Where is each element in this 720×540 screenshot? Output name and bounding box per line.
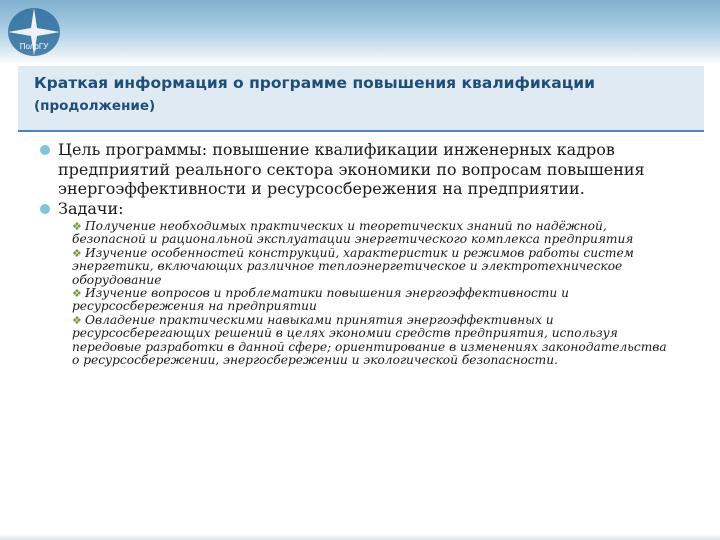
logo-text: ПолрГУ <box>19 42 49 51</box>
bottom-edge <box>0 534 720 540</box>
content-body <box>40 140 680 367</box>
tasks-list <box>40 220 676 367</box>
logo <box>4 4 64 60</box>
task-text: Изучение вопросов и проблематики повышения энергоэффективности и ресурсосбережения на предприятии <box>72 286 569 314</box>
star-logo-icon <box>4 4 64 60</box>
divider <box>18 130 704 132</box>
goal-text: Цель программы: повышение квалификации инженерных кадров предприятий реального сектора экономики по вопросам повышения энергоэффективности и ресурсосбережения на предприятии. <box>58 140 645 198</box>
page-subtitle: (продолжение) <box>34 98 156 114</box>
tasks-bullet <box>40 199 680 219</box>
bullet-dot-icon <box>40 145 50 155</box>
diamond-bullet-icon: ❖ <box>72 287 82 301</box>
bullet-dot-icon <box>40 204 50 214</box>
goal-bullet <box>40 140 680 199</box>
task-text: Получение необходимых практических и теоретических знаний по надёжной, безопасной и рациональной эксплуатации энергетического комплекса предприятия <box>72 219 634 247</box>
task-text: Изучение особенностей конструкций, характеристик и режимов работы систем энергетики, включающих различное теплоэнергетическое и электротехническое оборудование <box>72 245 634 287</box>
list-item <box>72 220 676 247</box>
tasks-label: Задачи: <box>58 198 124 218</box>
header-band <box>0 0 720 64</box>
list-item <box>72 247 676 287</box>
list-item <box>72 287 676 314</box>
diamond-bullet-icon: ❖ <box>72 220 82 233</box>
list-item <box>72 314 676 368</box>
diamond-bullet-icon: ❖ <box>72 313 82 327</box>
diamond-bullet-icon: ❖ <box>72 246 82 260</box>
page-title: Краткая информация о программе повышения квалификации <box>34 74 595 92</box>
task-text: Овладение практическими навыками принятия энергоэффективных и ресурсосберегающих решений в целях экономии средств предприятия, используя передовые разработки в данной сфере; ориентирование в изменениях законодательства о ресурсосбережении, энергосбережении и экологической безопасности. <box>72 312 667 368</box>
